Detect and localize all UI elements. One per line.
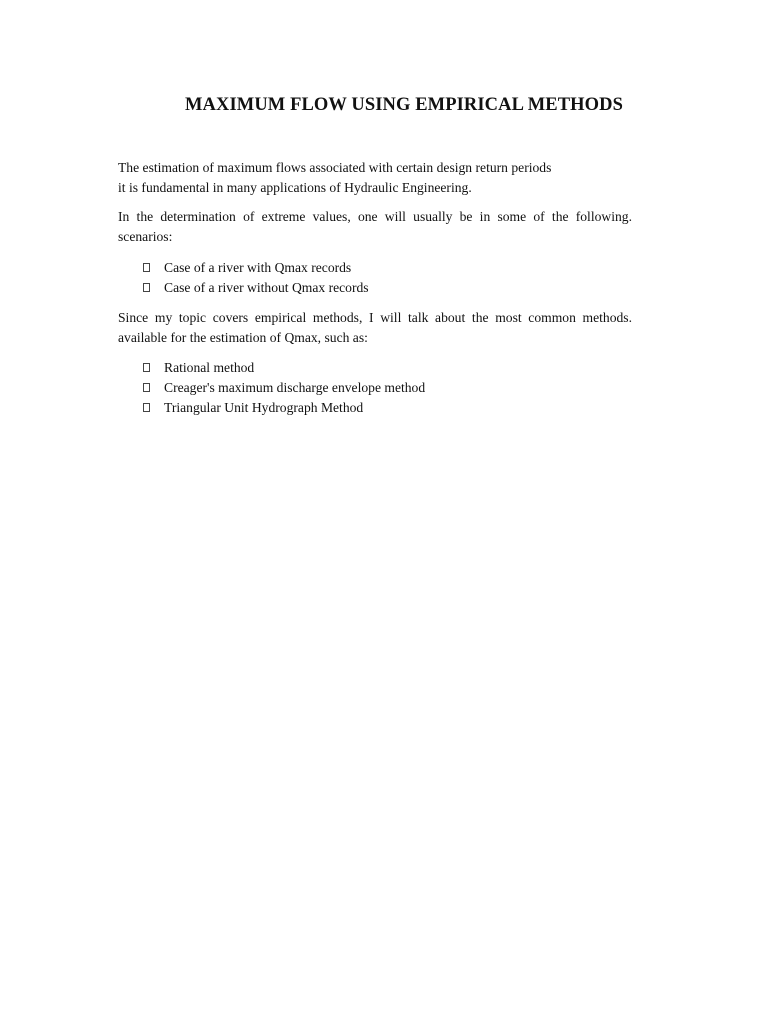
list-item-text: Triangular Unit Hydrograph Method (164, 400, 364, 415)
square-bullet-icon (143, 283, 150, 292)
list-item (143, 258, 369, 278)
intro-line-2: it is fundamental in many applications of Hydraulic Engineering. (118, 179, 472, 195)
square-bullet-icon (143, 363, 150, 372)
square-bullet-icon (143, 403, 150, 412)
methods-paragraph (118, 308, 632, 347)
methods-line-1: Since my topic covers empirical methods, I will talk about the most common methods. (118, 310, 632, 325)
list-item-text: Creager's maximum discharge envelope method (164, 380, 426, 395)
list-item-text: Case of a river with Qmax records (164, 260, 352, 275)
scenarios-line-2: scenarios: (118, 228, 173, 244)
intro-paragraph (118, 158, 632, 197)
methods-list (143, 358, 425, 418)
list-item (143, 378, 425, 398)
square-bullet-icon (143, 383, 150, 392)
scenarios-paragraph (118, 207, 632, 246)
intro-line-1: The estimation of maximum flows associated with certain design return periods (118, 160, 552, 175)
list-item (143, 358, 425, 378)
list-item (143, 398, 425, 418)
list-item (143, 278, 369, 298)
square-bullet-icon (143, 263, 150, 272)
list-item-text: Case of a river without Qmax records (164, 280, 369, 295)
scenarios-list (143, 258, 369, 298)
list-item-text: Rational method (164, 360, 255, 375)
scenarios-line-1: In the determination of extreme values, one will usually be in some of the following. (118, 209, 632, 224)
methods-line-2: available for the estimation of Qmax, such as: (118, 329, 368, 345)
document-title: MAXIMUM FLOW USING EMPIRICAL METHODS (184, 95, 624, 115)
